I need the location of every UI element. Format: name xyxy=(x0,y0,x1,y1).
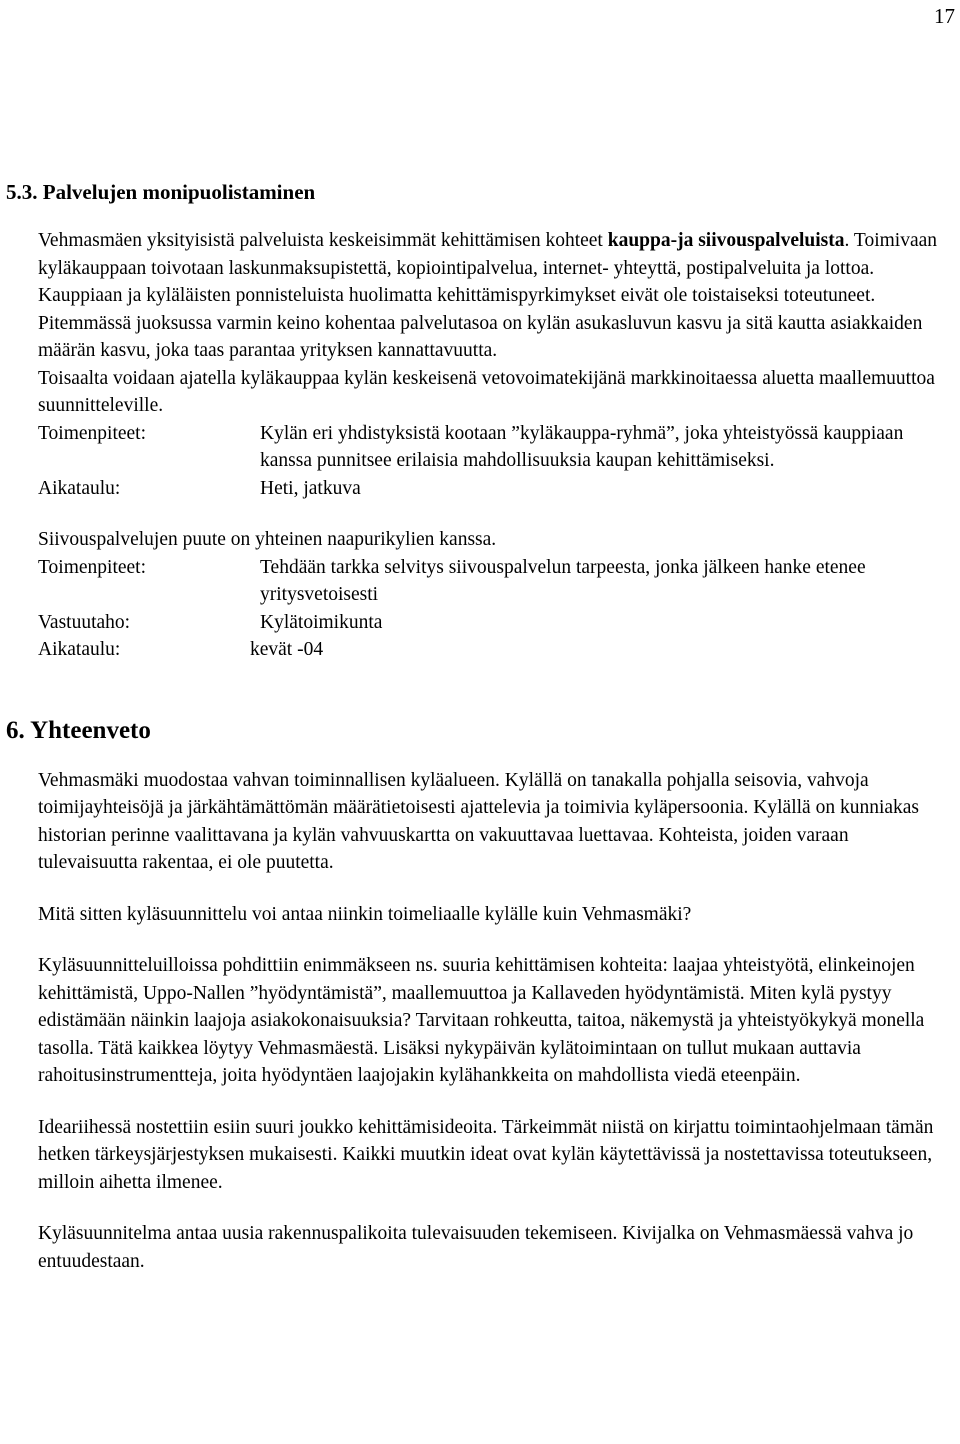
chapter-heading: 6. Yhteenveto xyxy=(6,716,151,744)
paragraph: Vehmasmäki muodostaa vahvan toiminnallisen kyläalueen. Kylällä on tanakalla pohjalla seisovia, vahvoja toimijayhteisöjä ja järkähtämättömän määrätietoisesti ajattelevia ja toimivia kyläpersoonia. Kylällä on kunniakas historian perinne vaalittavana ja kylän vahvuuskartta on vakuuttavaa luettavaa. Kohteista, joiden varaan tulevaisuutta rakentaa, ei ole puutetta. xyxy=(38,769,920,873)
spacer xyxy=(38,664,950,715)
measures-value: Kylän eri yhdistyksistä kootaan ”kyläkauppa-ryhmä”, joka yhteistyössä kauppiaan kanssa punnitsee erilaisia mahdollisuuksia kaupan kehittämiseksi. xyxy=(260,422,904,471)
spacer xyxy=(38,1196,950,1220)
responsible-value: Kylätoimikunta xyxy=(260,611,383,633)
document-body xyxy=(6,177,950,1275)
measures-label: Toimenpiteet: xyxy=(38,422,147,444)
page-number: 17 xyxy=(934,4,955,28)
measures-label: Toimenpiteet: xyxy=(38,556,147,578)
section-heading: 5.3. Palvelujen monipuolistaminen xyxy=(6,180,316,204)
spacer xyxy=(38,207,950,227)
responsible-label: Vastuutaho: xyxy=(38,611,131,633)
paragraph: Siivouspalvelujen puute on yhteinen naapurikylien kanssa. xyxy=(38,529,497,550)
schedule-row xyxy=(38,636,950,664)
spacer xyxy=(38,747,950,767)
spacer xyxy=(38,877,950,901)
paragraph: Kyläsuunnitelma antaa uusia rakennuspalikoita tulevaisuuden tekemiseen. Kivijalka on Vehmasmäessä vahva jo entuudestaan. xyxy=(38,1223,914,1272)
schedule-value: Heti, jatkuva xyxy=(260,477,361,499)
paragraph: Kyläsuunnitteluilloissa pohdittiin enimmäkseen ns. suuria kehittämisen kohteita: laajaa yhteistyötä, elinkeinojen kehittämistä, Uppo-Nallen ”hyödyntämistä”, maallemuuttoa ja Kallaveden hyödyntämistä. Miten kylä pystyy edistämään näinkin laajoja asiakokonaisuuksia? Tarvitaan rohkeutta, taitoa, näkemystä ja yhteistyökykyä monella tasolla. Tätä kaikkea löytyy Vehmasmäestä. Lisäksi nykypäivän kylätoimintaan on tullut mukaan auttavia rahoitusinstrumentteja, joita hyödyntäen laajojakin kylähankkeita on mahdollista viedä eteenpäin. xyxy=(38,955,925,1086)
section-intro-paragraph xyxy=(38,227,950,282)
paragraph: Ideariihessä nostettiin esiin suuri joukko kehittämisideoita. Tärkeimmät niistä on kirjattu toimintaohjelmaan tämän hetken tärkeysjärjestyksen mukaisesti. Kaikki muutkin ideat ovat kylän käytettävissä ja nostettavissa toteutukseen, milloin aihetta ilmenee. xyxy=(38,1116,934,1193)
spacer xyxy=(38,1090,950,1114)
measures-row xyxy=(38,420,950,475)
spacer xyxy=(38,928,950,952)
intro-bold-text: kauppa-ja siivouspalveluista xyxy=(607,230,845,251)
paragraph: Toisaalta voidaan ajatella kyläkauppaa kylän keskeisenä vetovoimatekijänä markkinoitaessa aluetta maallemuuttoa suunnitteleville. xyxy=(38,367,935,416)
intro-text: Vehmasmäen yksityisistä palveluista keskeisimmät kehittämisen kohteet xyxy=(38,230,608,251)
schedule-label: Aikataulu: xyxy=(38,639,121,660)
schedule-value: kevät -04 xyxy=(250,639,324,660)
measures-value: Tehdään tarkka selvitys siivouspalvelun tarpeesta, jonka jälkeen hanke etenee yritysvetoisesti xyxy=(260,556,866,605)
measures-row xyxy=(38,554,950,609)
paragraph: Kauppiaan ja kyläläisten ponnisteluista huolimatta kehittämispyrkimykset eivät ole toistaiseksi toteutuneet. xyxy=(38,285,876,306)
schedule-row xyxy=(38,475,950,503)
paragraph: Pitemmässä juoksussa varmin keino kohentaa palvelutasoa on kylän asukasluvun kasvu ja sitä kautta asiakkaiden määrän kasvu, joka taas parantaa yrityksen kannattavuutta. xyxy=(38,312,923,361)
spacer xyxy=(38,502,950,526)
paragraph: Mitä sitten kyläsuunnittelu voi antaa niinkin toimeliaalle kylälle kuin Vehmasmäki? xyxy=(38,903,692,925)
responsible-row xyxy=(38,609,950,637)
intro-text-continued: . Toimivaan kyläkauppaan toivotaan laskunmaksupistettä, kopiointipalvelua, internet- yhteyttä, postipalveluita ja lottoa. xyxy=(38,230,938,279)
schedule-label: Aikataulu: xyxy=(38,477,121,499)
